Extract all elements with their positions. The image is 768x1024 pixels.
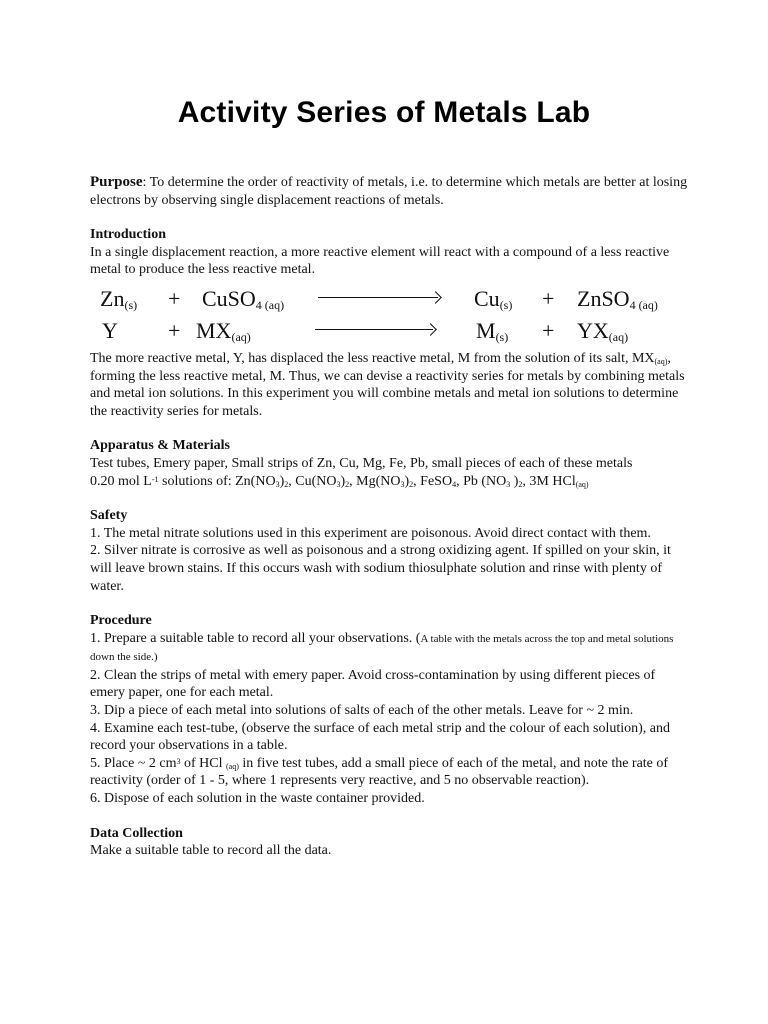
purpose-paragraph	[90, 174, 690, 209]
procedure-section	[90, 612, 690, 808]
apparatus-heading: Apparatus & Materials	[90, 438, 230, 454]
safety-section	[90, 507, 690, 595]
purpose-section	[90, 174, 690, 209]
equation-zinc-copper	[90, 283, 690, 315]
data-collection-text: Make a suitable table to record all the data.	[90, 843, 332, 859]
eq1-reactant-1: $Zn_{(s)}$	[100, 285, 138, 312]
eq2-reactant-2: $MX_{(aq)}$	[196, 317, 251, 344]
introduction-heading: Introduction	[90, 227, 166, 243]
procedure-step-3: 3. Dip a piece of each metal into solutions of salts of each of the other metals. Leave for ~ 2 min.	[90, 703, 634, 719]
procedure-step-2: 2. Clean the strips of metal with emery paper. Avoid cross-contamination by using different pieces of emery paper, one for each metal.	[90, 667, 656, 701]
eq1-product-1: $Cu_{(s)}$	[474, 285, 513, 312]
introduction-section	[90, 226, 690, 420]
eq1-arrow	[318, 297, 438, 298]
introduction-text: In a single displacement reaction, a more reactive element will react with a compound of a less reactive metal to produce the less reactive metal.	[90, 244, 670, 278]
safety-heading: Safety	[90, 508, 128, 524]
apparatus-section	[90, 437, 690, 490]
reaction-equations	[90, 283, 690, 347]
eq2-reactant-1: Y	[102, 317, 118, 343]
document-body	[90, 174, 690, 877]
apparatus-line-1: Test tubes, Emery paper, Small strips of Zn, Cu, Mg, Fe, Pb, small pieces of each of these metals	[90, 455, 633, 471]
introduction-explanation: The more reactive metal, Y, has displaced the less reactive metal, M from the solution of its salt, $MX_{(aq)}$, forming the less reactive metal, M. Thus, we can devise a reactivity series for metals by combining metals and metal ion solutions. In this experiment you will combine metals and metal ion solutions to determine the reactivity series for metals.	[90, 350, 685, 419]
eq1-reactant-2: CuSO$_{4 (aq)}$	[202, 285, 285, 312]
purpose-label: Purpose	[90, 174, 143, 190]
equation-general	[90, 315, 690, 347]
procedure-step-1: 1. Prepare a suitable table to record all your observations. (A table with the metals across the top and metal solutions down the side.)	[90, 630, 674, 664]
data-collection-heading: Data Collection	[90, 825, 183, 841]
eq2-product-1: $M_{(s)}$	[476, 317, 509, 344]
page-title: Activity Series of Metals Lab	[177, 96, 591, 129]
eq2-plus-2: +	[542, 317, 555, 343]
data-collection-section	[90, 825, 690, 860]
procedure-step-5: 5. Place ~ 2 $cm^3$ of HCl $_{(aq)}$ in five test tubes, add a small piece of each of the metal, and note the rate of reactivity (order of 1 - 5, where 1 represents very reactive, and 5 no observable reaction).	[90, 755, 669, 789]
eq1-plus-2: +	[542, 285, 555, 311]
eq1-plus-1: +	[168, 285, 181, 311]
eq2-product-2: $YX_{(aq)}$	[577, 317, 629, 344]
eq2-arrow	[315, 329, 433, 330]
eq2-plus-1: +	[168, 317, 181, 343]
procedure-step-6: 6. Dispose of each solution in the waste container provided.	[90, 791, 425, 807]
safety-item-2: 2. Silver nitrate is corrosive as well as poisonous and a strong oxidizing agent. If spilled on your skin, it will leave brown stains. If this occurs wash with sodium thiosulphate solution and rinse with plenty of water.	[90, 543, 671, 594]
procedure-step-4: 4. Examine each test-tube, (observe the surface of each metal strip and the colour of each solution), and record your observations in a table.	[90, 720, 670, 754]
eq1-product-2: ZnSO$_{4 (aq)}$	[577, 285, 658, 312]
procedure-heading: Procedure	[90, 613, 152, 629]
purpose-text: : To determine the order of reactivity of metals, i.e. to determine which metals are better at losing electrons by observing single displacement reactions of metals.	[90, 175, 688, 208]
safety-item-1: 1. The metal nitrate solutions used in this experiment are poisonous. Avoid direct contact with them.	[90, 525, 651, 541]
apparatus-line-2: 0.20 mol $L^{-1}$ solutions of: $Zn(NO_3)_2$, $Cu(NO_3)_2$, $Mg(NO_3)_2$, FeSO$_4$, Pb ($NO_3$ )$_2$, 3M HCl$_{(aq)}$	[90, 473, 589, 489]
